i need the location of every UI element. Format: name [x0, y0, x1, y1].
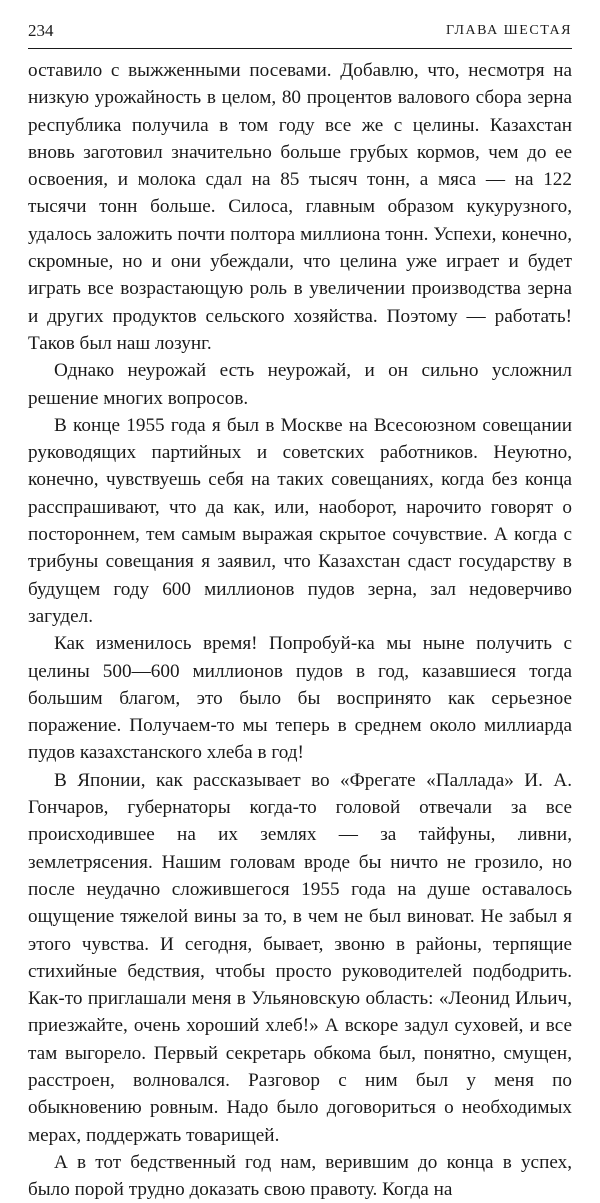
paragraph: В конце 1955 года я был в Москве на Всесоюзном совещании руководящих партийных и советских работников. Неуютно, конечно, чувствуешь себя на таких совещаниях, когда без конца расспрашивают, что да как, или, наоборот, нарочито говорят о постороннем, тем самым выражая скрытое сочувствие. А когда с трибуны совещания я заявил, что Казахстан сдаст государству в будущем году 600 миллионов пудов зерна, зал недоверчиво загудел.	[28, 414, 572, 627]
paragraph: Как изменилось время! Попробуй-ка мы ныне получить с целины 500—600 миллионов пудов в год, казавшиеся тогда большим благом, это было бы воспринято как серьезное поражение. Получаем-то мы теперь в среднем около миллиарда пудов казахстанского хлеба в год!	[28, 633, 572, 764]
paragraph: А в тот бедственный год нам, верившим до конца в успех, было порой трудно доказать свою правоту. Когда на	[28, 1151, 572, 1201]
running-title: ГЛАВА ШЕСТАЯ	[445, 23, 572, 38]
book-page	[28, 16, 572, 1203]
page-header	[28, 16, 572, 46]
page-number: 234	[28, 21, 54, 40]
paragraph: Однако неурожай есть неурожай, и он сильно усложнил решение многих вопросов.	[28, 360, 572, 409]
page-body	[28, 57, 572, 1203]
paragraph: В Японии, как рассказывает во «Фрегате «Паллада» И. А. Гончаров, губернаторы когда-то головой отвечали за все происходившее на их землях — за тайфуны, ливни, землетрясения. Нашим головам вроде бы ничто не грозило, но после неудачно сложившегося 1955 года на душе оставалось ощущение тяжелой вины за то, в чем не был виноват. Не забыл я этого чувства. И сегодня, бывает, звоню в районы, терпящие стихийные бедствия, чтобы просто руководителей подбодрить. Как-то приглашали меня в Ульяновскую область: «Леонид Ильич, приезжайте, очень хороший хлеб!» А вскоре задул суховей, и все там выгорело. Первый секретарь обкома был, понятно, смущен, расстроен, волновался. Разговор с ним был у меня по обыкновению ровным. Надо было договориться о необходимых мерах, поддержать товарищей.	[28, 769, 572, 1146]
header-rule	[28, 48, 572, 49]
paragraph: оставило с выжженными посевами. Добавлю, что, несмотря на низкую урожайность в целом, 80 процентов валового сбора зерна республика получила в том году все же с целины. Казахстан вновь заготовил значительно больше грубых кормов, чем до ее освоения, и молока сдал на 85 тысяч тонн, а мяса — на 122 тысячи тонн больше. Силоса, главным образом кукурузного, удалось заложить почти полтора миллиона тонн. Успехи, конечно, скромные, но и они убеждали, что целина уже играет и будет играть все возрастающую роль в увеличении производства зерна и других продуктов сельского хозяйства. Поэтому — работать! Таков был наш лозунг.	[28, 60, 572, 354]
